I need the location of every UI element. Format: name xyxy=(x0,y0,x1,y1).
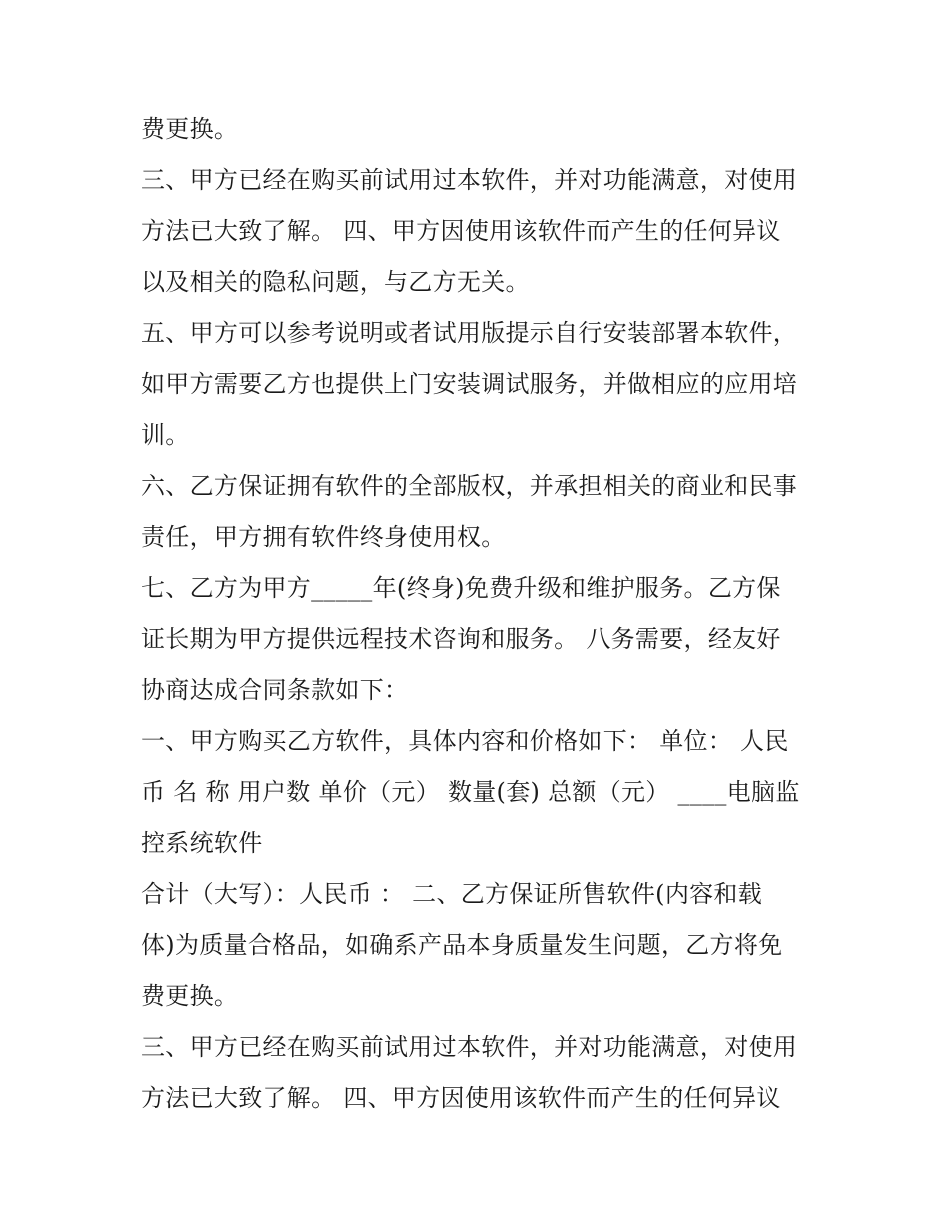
text-line: 七、乙方为甲方_____年(终身)免费升级和维护服务。乙方保 xyxy=(141,574,781,602)
text-line: 方法已大致了解。 四、甲方因使用该软件而产生的任何异议 xyxy=(141,1084,781,1112)
text-line: 三、甲方已经在购买前试用过本软件，并对功能满意，对使用 xyxy=(141,1033,798,1061)
text-line: 费更换。 xyxy=(141,982,239,1010)
text-line: 训。 xyxy=(141,421,190,449)
text-line: 协商达成合同条款如下： xyxy=(141,676,409,704)
text-line: 费更换。 xyxy=(141,115,239,143)
text-line: 证长期为甲方提供远程技术咨询和服务。 八务需要，经友好 xyxy=(141,625,781,653)
text-line: 币 名 称 用户数 单价（元） 数量(套) 总额（元） ____电脑监 xyxy=(141,778,800,806)
text-line: 一、甲方购买乙方软件，具体内容和价格如下： 单位： 人民 xyxy=(141,727,789,755)
text-line: 方法已大致了解。 四、甲方因使用该软件而产生的任何异议 xyxy=(141,217,781,245)
text-line: 五、甲方可以参考说明或者试用版提示自行安装部署本软件， xyxy=(141,319,798,347)
text-line: 合计（大写）：人民币 ： 二、乙方保证所售软件(内容和载 xyxy=(141,880,763,908)
document-body xyxy=(141,104,821,1124)
text-line: 三、甲方已经在购买前试用过本软件，并对功能满意，对使用 xyxy=(141,166,798,194)
text-line: 如甲方需要乙方也提供上门安装调试服务，并做相应的应用培 xyxy=(141,370,798,398)
text-line: 责任，甲方拥有软件终身使用权。 xyxy=(141,523,506,551)
text-line: 控系统软件 xyxy=(141,829,263,857)
text-line: 六、乙方保证拥有软件的全部版权，并承担相关的商业和民事 xyxy=(141,472,798,500)
text-line: 体)为质量合格品，如确系产品本身质量发生问题，乙方将免 xyxy=(141,931,783,959)
text-line: 以及相关的隐私问题，与乙方无关。 xyxy=(141,268,530,296)
